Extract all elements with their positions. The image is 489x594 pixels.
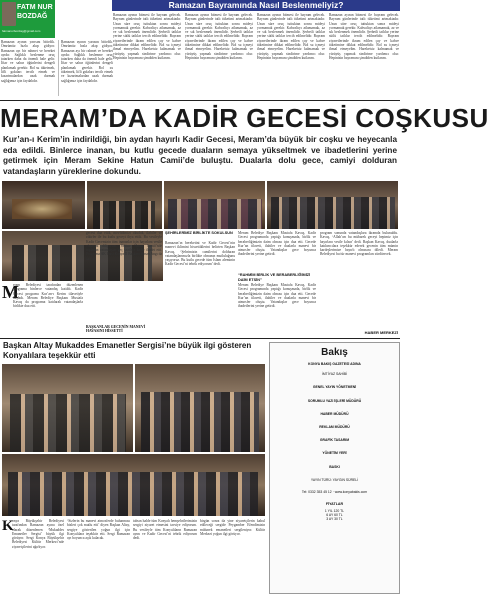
masthead-line-9: YAYIN TÜRÜ: YAYGIN SÜRELİ [310, 477, 359, 482]
columnist-name-line2: BOZDAĞ [17, 13, 48, 20]
columnist-photo [2, 2, 16, 26]
masthead-line-8: BASKI [329, 464, 340, 469]
masthead-line-5: REKLAM MÜDÜRÜ [319, 425, 350, 430]
women-audience-photo [164, 181, 265, 229]
main-body-col5: program sonunda vatandaşlara ikramda bulunuldu. Kavuş, ‘Allah’ım bu mübarek geceyi hepimiz için hayırlara vesile kılsın’ dedi. Başkan Kavuş, dualarla katılımcılara teşekkür ederek gecenin tüm mümin kardeşlerimize hayırlı olmasını diledi. Meram Belediyesi bu tür manevi programları sürdürecek. [320, 231, 398, 257]
columnist-body-col1: Ramazan ayının yarısını bitirdik. Ömrümüz hızla akıp gidiyor. Ramazan ayı bir rahmet ve bereket ayıdır. Sağlıklı beslenme oruç tutarken daha da önemli hale gelir. İftar ve sahur öğünlerini dengeli planlamak gerekir. Bol su tüketmek, lifli gıdaları tercih etmek ve kızartmalardan uzak durmak sağlığımız için faydalıdır. [1, 40, 55, 83]
masthead-brand: Bakış [321, 347, 348, 358]
masthead-contact: Tel: 0332 353 45 12 · www.konyabakis.com [301, 490, 368, 495]
men-audience-photo [267, 181, 398, 229]
masthead-line-2: GENEL YAYIN YÖNETMENİ [312, 385, 357, 390]
masthead-line-4: HABER MÜDÜRÜ [320, 411, 349, 416]
masthead-prices-label: FİYATLAR [325, 502, 344, 507]
top-article-col4: Ramazan ayının bitmesi ile bayram gelecek. Bayram günlerinde tatlı tüketimi artmaktadır. Uzun süre oruç tuttuktan sonra mideyi yormamak gerekir. Kahvaltıyı atlamamak, az ve sık beslenmek önemlidir. Şerbetli tatlılar yerine sütlü tatlılar tercih edilmelidir. Bayram ziyaretlerinde ikram edilen çay ve kahve tüketimine dikkat edilmelidir. Bol su içmeyi ihmal etmeyelim. Hareketsiz kalmamak ve yürüyüş yapmak sindirime yardımcı olur. Hepinizin bayramını şimdiden kutlarım. [329, 13, 399, 60]
masthead-line-7: YÖNETİM YERİ [322, 451, 347, 456]
bottom-body-col3: tabsın halde tüm Konyalı hemşehrilerimizin sergiyi ziyaret etmesini tavsiye ediyorum. Bu vesileyle tüm Konyalıların Ramazan ayını ve Kadir Gecesi’ni tebrik ediyorum dedi. [133, 519, 197, 541]
main-body-col3: Ramazan’ın bereketini ve Kadir Gecesi’nin manevi iklimini hissettiklerini belirten Başkan Kavuş, ‘Şehrimizin camilerini dolduran vatandaşlarımızla birlikte olmanın mutluluğunu yaşıyoruz. Bu kutlu gecede tüm İslam aleminin Kadir Gecesi’ni tebrik ediyorum’ dedi. [165, 241, 235, 267]
masthead-line-6: GRAFİK TASARIM [319, 438, 350, 443]
mosque-interior-photo [2, 181, 85, 229]
bottom-divider [0, 338, 400, 339]
bottom-article-title: Başkan Altay Mukaddes Emanetler Sergisi’ne büyük ilgi gösteren Konyalılara teşekkür etti [3, 341, 252, 360]
bottom-dropcap: K [2, 518, 14, 534]
masthead-price-0: 1 YIL 120 TL [324, 508, 345, 513]
top-article-headline: Ramazan Bayramında Nasıl Beslenmeliyiz? [168, 0, 344, 10]
main-body-col3-heading: ŞEHİRLERİMİZ BİRLİKTE SOKULSUN [165, 231, 233, 235]
top-article-col3: Ramazan ayının bitmesi ile bayram gelecek. Bayram günlerinde tatlı tüketimi artmaktadır. Uzun süre oruç tuttuktan sonra mideyi yormamak gerekir. Kahvaltıyı atlamamak, az ve sık beslenmek önemlidir. Şerbetli tatlılar yerine sütlü tatlılar tercih edilmelidir. Bayram ziyaretlerinde ikram edilen çay ve kahve tüketimine dikkat edilmelidir. Bol su içmeyi ihmal etmeyelim. Hareketsiz kalmamak ve yürüyüş yapmak sindirime yardımcı olur. Hepinizin bayramını şimdiden kutlarım. [257, 13, 325, 60]
main-body-col4-heading: “RAHMİM BİRLİK VE BERABERLİĞİMİZİ DAİM ETSİN” [238, 273, 311, 282]
main-dropcap: M [2, 282, 19, 302]
main-lead: Kur’an-ı Kerim’in indirildiği, bin aydan hayırlı Kadir Gecesi, Meram’da büyük bir coşku ve heyecanla eda edildi. Binlerce inanan, bu kutlu gecede duaların semaya yükseltmek ve ibadetlerini yerine getirmek için Meram Sekine Hatun Camii’de buluştu. Dualarla dolu gece, camiyi dolduran vatandaşların yüreklerine dokundu. [3, 135, 397, 176]
bottom-body-col1: onya Büyükşehir Belediyesi tarafından Ramazan ayına özel olarak düzenlenen ‘Mukaddes Emanetler Sergisi’ büyük ilgi görüyor. Sergi Konya Büyükşehir Belediyesi Kültür Merkezi’nde ziyaretçilerini ağırlıyor. [12, 519, 64, 549]
main-caption: BAŞKANLAR GECENİN MANEVİ HAVASINI HİSSETTİ [86, 325, 146, 334]
columnist-body-col2: Ramazan ayının yarısını bitirdik. Ömrümüz hızla akıp gidiyor. Ramazan ayı bir rahmet ve bereket ayıdır. Sağlıklı beslenme oruç tutarken daha da önemli hale gelir. İftar ve sahur öğünlerini dengeli planlamak gerekir. Bol su tüketmek, lifli gıdaları tercih etmek ve kızartmalardan uzak durmak sağlığımız için faydalıdır. [58, 40, 113, 96]
top-article-col1: Ramazan ayının bitmesi ile bayram gelecek. Bayram günlerinde tatlı tüketimi artmaktadır. Uzun süre oruç tuttuktan sonra mideyi yormamak gerekir. Kahvaltıyı atlamamak, az ve sık beslenmek önemlidir. Şerbetli tatlılar yerine sütlü tatlılar tercih edilmelidir. Bayram ziyaretlerinde ikram edilen çay ve kahve tüketimine dikkat edilmelidir. Bol su içmeyi ihmal etmeyelim. Hareketsiz kalmamak ve yürüyüş yapmak sindirime yardımcı olur. Hepinizin bayramını şimdiden kutlarım. [113, 13, 181, 60]
officials-group-photo [87, 181, 162, 229]
columnist-email: fatmanurbozdag@gmail.com [2, 29, 41, 33]
masthead-box [269, 342, 400, 594]
columnist-name-line1: FATM NUR [17, 4, 53, 11]
top-article-headline-bar [112, 0, 400, 11]
main-title: MERAM’DA KADİR GECESİ COŞKUSU [0, 103, 489, 133]
main-source: HABER MERKEZİ [364, 330, 398, 335]
main-body-col2: gecesi dua ettik, mevlidimizi okuduk, ilahiler ve zikirler ile bu kutlu geceyi ihya ettik. Bu vesileyle Kadir Gecemizin tüm inananlar için hayırlara vesile olmasını diliyorum. Sekine Hatun Camii’nde toplanan vatandaşlar geç saatlere kadar ibadet etti. Programa AK Parti Konya İl Başkanı Hasan Angı da katıldı. [86, 231, 162, 261]
section-divider [0, 100, 400, 101]
masthead-line-3: SORUMLU YAZI İŞLERİ MÜDÜRÜ [307, 398, 362, 403]
main-body-col1: eram Belediyesi tarafından düzenlenen programa binlerce vatandaş katıldı. Kadir Gecesi programı Kur’an-ı Kerim tilavetiyle başladı. Meram Belediye Başkanı Mustafa Kavuş da programa katılarak vatandaşlarla birlikte dua etti. [13, 283, 83, 309]
exhibition-group-photo [135, 364, 265, 452]
masthead-line-1: İMTİYAZ SAHİBİ [321, 372, 348, 377]
bottom-body-col4: birgün sonra da yine ziyaretçilerin kabul edileceği sergide Peygamber Efendimizin mübarek emanetleri sergileniyor. Kültür Merkezi yoğun ilgi görüyor. [200, 519, 265, 536]
masthead-price-1: 6 AY 60 TL [326, 512, 343, 517]
exhibition-strip-photo [2, 454, 265, 516]
top-article-col2: Ramazan ayının bitmesi ile bayram gelecek. Bayram günlerinde tatlı tüketimi artmaktadır. Uzun süre oruç tuttuktan sonra mideyi yormamak gerekir. Kahvaltıyı atlamamak, az ve sık beslenmek önemlidir. Şerbetli tatlılar yerine sütlü tatlılar tercih edilmelidir. Bayram ziyaretlerinde ikram edilen çay ve kahve tüketimine dikkat edilmelidir. Bol su içmeyi ihmal etmeyelim. Hareketsiz kalmamak ve yürüyüş yapmak sindirime yardımcı olur. Hepinizin bayramını şimdiden kutlarım. [185, 13, 253, 60]
masthead-line-0: KONYA BAKIŞ GAZETESİ ADINA [308, 362, 361, 366]
main-body-col4-pre: Meram Belediye Başkanı Mustafa Kavuş, Kadir Gecesi programında yaptığı konuşmada, birlik ve beraberliğimizin daim olması için dua etti. Gecede Kur’an tilaveti, ilahiler ve dualarla manevi bir atmosfer oluştu. Vatandaşlar gece boyunca ibadetlerini yerine getirdi. [238, 231, 316, 257]
exhibition-visit-photo [2, 364, 133, 452]
columnist-box [0, 0, 55, 38]
masthead-price-2: 3 AY 30 TL [326, 517, 343, 522]
bottom-body-col2: ‘Sizlerin bu manevi atmosferde bulunması bizleri çok mutlu etti’ diyen Başkan Altay, sergiye gösterilen yoğun ilgi için Konyalılara teşekkür etti. Sergi Ramazan ayı boyunca açık kalacak. [67, 519, 130, 541]
main-body-col4: Meram Belediye Başkanı Mustafa Kavuş, Kadir Gecesi programında yaptığı konuşmada, birlik ve beraberliğimizin daim olması için dua etti. Gecede Kur’an tilaveti, ilahiler ve dualarla manevi bir atmosfer oluştu. Vatandaşlar gece boyunca ibadetlerini yerine getirdi. [238, 283, 316, 309]
